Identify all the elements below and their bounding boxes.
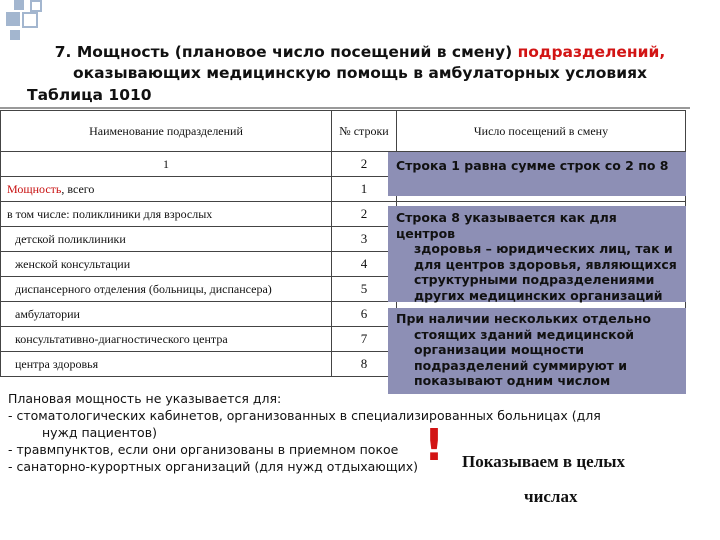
exclusion-item: - стоматологических кабинетов, организованных в специализированных больницах (для bbox=[8, 408, 601, 423]
note-sum-rule bbox=[388, 152, 686, 196]
table-header-row bbox=[1, 111, 686, 152]
note-text: Строка 8 указывается как для центров bbox=[396, 210, 617, 241]
note-text: показывают одним числом bbox=[414, 373, 611, 388]
exclamation-mark: ! bbox=[424, 420, 445, 471]
corner-square-decoration bbox=[22, 12, 38, 28]
whole-numbers-note-cont: числах bbox=[524, 487, 578, 506]
header-cell: Число посещений в смену bbox=[397, 111, 686, 152]
corner-square-decoration bbox=[14, 0, 24, 10]
table-cell: диспансерного отделения (больницы, диспансера) bbox=[1, 277, 332, 302]
table-cell: 2 bbox=[332, 202, 397, 227]
title-highlight: подразделений, bbox=[517, 43, 666, 61]
table-cell: 5 bbox=[332, 277, 397, 302]
table-cell: 3 bbox=[332, 227, 397, 252]
note-text: организации мощности bbox=[414, 342, 584, 357]
table-cell: 1 bbox=[332, 177, 397, 202]
table-cell: 8 bbox=[332, 352, 397, 377]
note-text: для центров здоровья, являющихся bbox=[414, 256, 677, 272]
table-cell: женской консультации bbox=[1, 252, 332, 277]
table-cell bbox=[1, 177, 332, 202]
note-text: стоящих зданий медицинской bbox=[414, 326, 635, 342]
slide-title bbox=[20, 42, 700, 84]
table-cell: консультативно-диагностического центра bbox=[1, 327, 332, 352]
total-label-rest: , всего bbox=[61, 181, 95, 196]
note-text: При наличии нескольких отдельно bbox=[396, 311, 651, 326]
note-multiple-buildings bbox=[388, 308, 686, 394]
note-text: других медицинских организаций bbox=[414, 287, 663, 303]
exclusion-item: - санаторно-курортных организаций (для нужд отдыхающих) bbox=[8, 459, 418, 474]
header-cell: Наименование подразделений bbox=[1, 111, 332, 152]
divider bbox=[0, 107, 690, 109]
exclusion-item: нужд пациентов) bbox=[42, 425, 157, 440]
table-cell: 7 bbox=[332, 327, 397, 352]
table-cell: 2 bbox=[332, 152, 397, 177]
table-label: Таблица 1010 bbox=[27, 86, 152, 104]
corner-square-decoration bbox=[30, 0, 42, 12]
note-text: здоровья – юридических лиц, так и bbox=[414, 241, 673, 256]
corner-square-decoration bbox=[10, 30, 20, 40]
header-cell: № строки bbox=[332, 111, 397, 152]
note-health-centers bbox=[388, 206, 686, 302]
exclusions-heading: Плановая мощность не указывается для: bbox=[8, 391, 282, 406]
table-cell: в том числе: поликлиники для взрослых bbox=[1, 202, 332, 227]
note-text: Строка 1 равна сумме строк со 2 по 8 bbox=[396, 158, 669, 173]
table-cell: детской поликлиники bbox=[1, 227, 332, 252]
total-label-red: Мощность bbox=[7, 181, 62, 196]
note-text: структурными подразделениями bbox=[414, 272, 655, 287]
table-cell: 4 bbox=[332, 252, 397, 277]
table-cell: центра здоровья bbox=[1, 352, 332, 377]
table-cell: 6 bbox=[332, 302, 397, 327]
title-line1: 7. Мощность (плановое число посещений в смену) bbox=[54, 43, 518, 61]
table-cell: амбулатории bbox=[1, 302, 332, 327]
corner-square-decoration bbox=[6, 12, 20, 26]
exclusion-item: - травмпунктов, если они организованы в приемном покое bbox=[8, 442, 399, 457]
whole-numbers-note: Показываем в целых bbox=[462, 452, 626, 471]
table-cell: 1 bbox=[1, 152, 332, 177]
title-line2: оказывающих медицинскую помощь в амбулаторных условиях bbox=[72, 64, 648, 82]
note-text: подразделений суммируют и bbox=[414, 357, 628, 373]
